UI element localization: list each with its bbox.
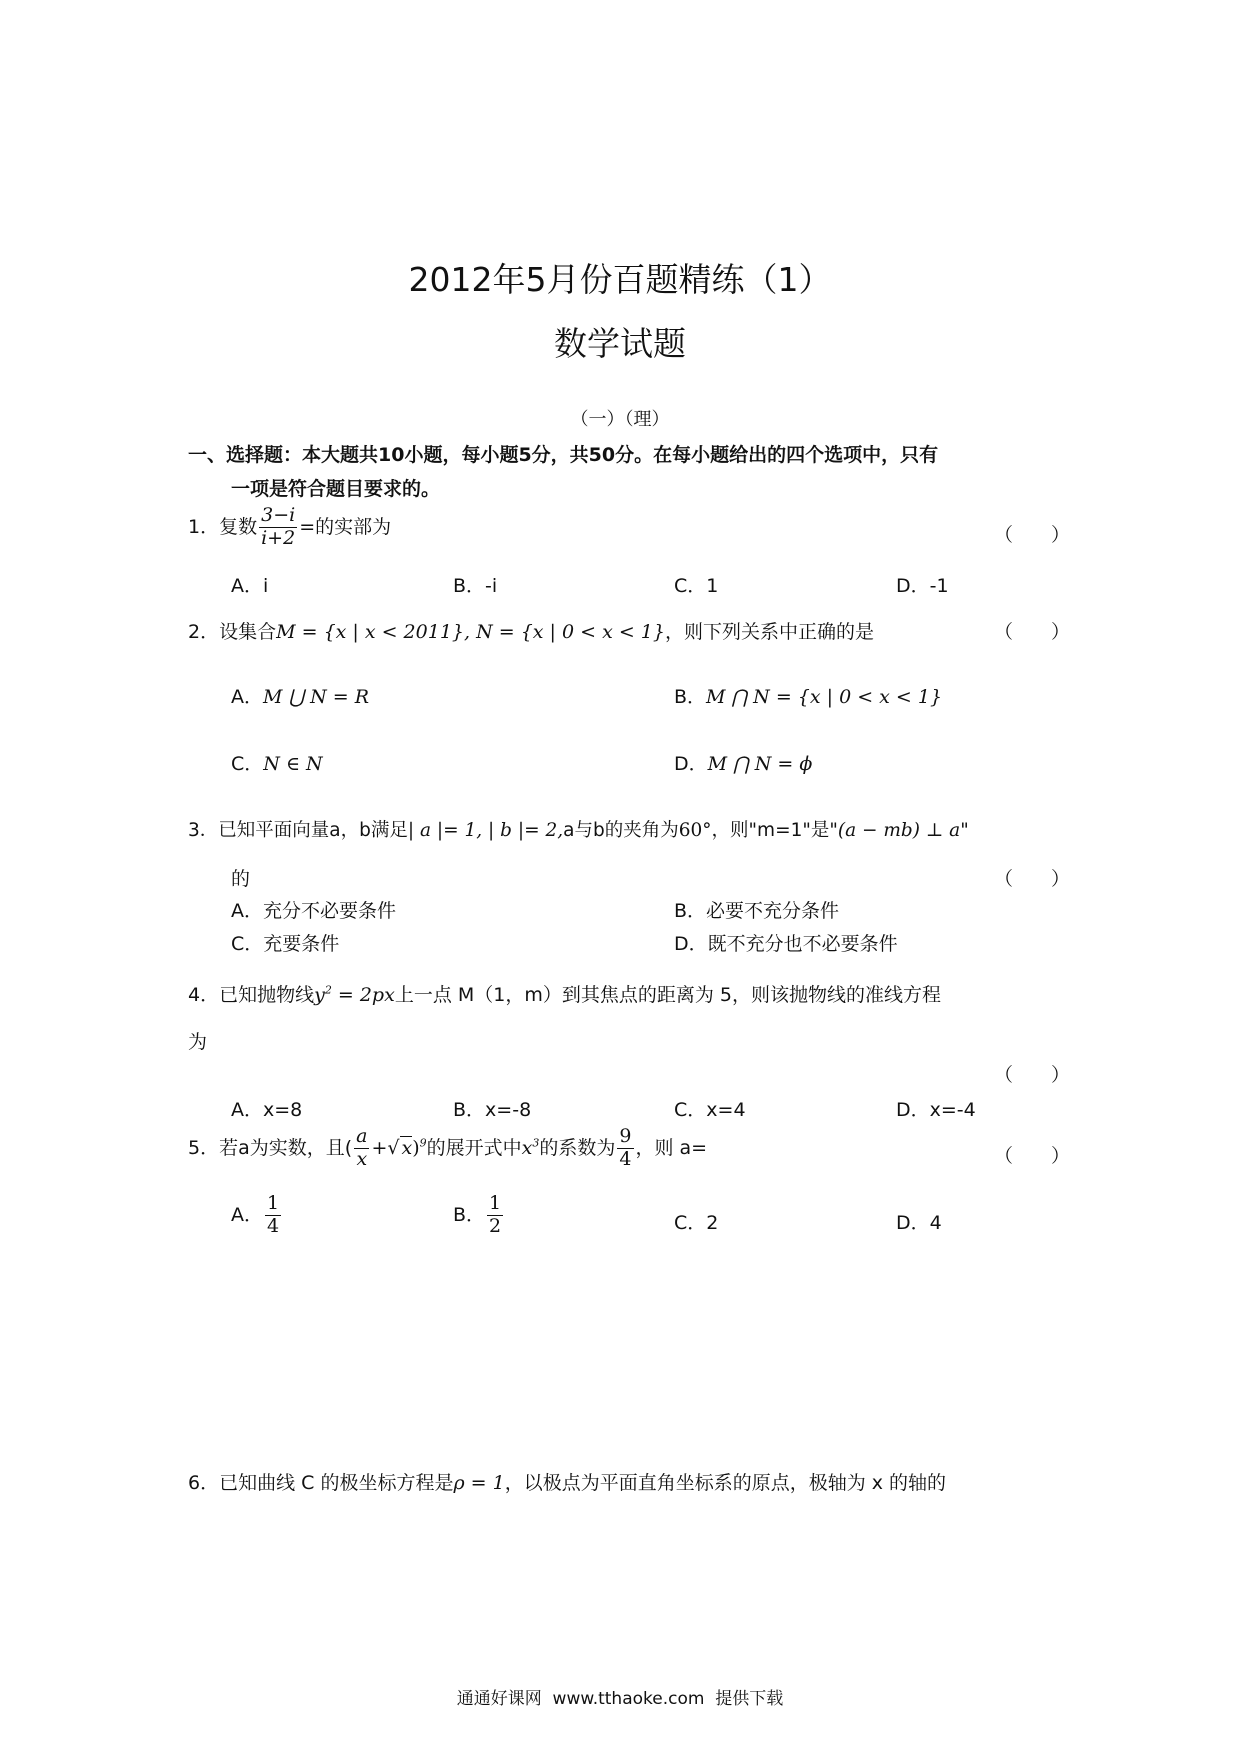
option-label: B．	[453, 575, 486, 597]
denominator: 4	[267, 1214, 280, 1237]
question-text: a与b的夹角为	[563, 820, 679, 841]
denominator: 2	[489, 1214, 502, 1237]
fraction	[265, 1193, 281, 1238]
fraction	[259, 505, 297, 550]
fraction	[617, 1126, 633, 1171]
option-text: x=-8	[485, 1099, 532, 1121]
option-text: 充分不必要条件	[263, 900, 397, 922]
question-text: 上一点 M（1，m）到其焦点的距离为 5，则该抛物线的准线方程	[394, 984, 941, 1006]
question-number: 2．	[188, 621, 220, 643]
option-a[interactable]	[231, 571, 268, 598]
option-label: C．	[674, 1212, 707, 1234]
fraction	[354, 1126, 369, 1171]
option-label: D．	[896, 1212, 930, 1234]
option-text: x=4	[706, 1099, 746, 1121]
option-text: N ∈ N	[263, 753, 323, 775]
option-d[interactable]	[896, 571, 949, 598]
question-text: 已知平面向量a，b满足	[218, 820, 408, 841]
option-text: 必要不充分条件	[706, 900, 840, 922]
option-label: D．	[674, 753, 708, 775]
math-expression: = 2px	[331, 984, 395, 1006]
superscript: 9	[419, 1136, 427, 1150]
option-label: C．	[231, 753, 264, 775]
option-text: 既不充分也不必要条件	[707, 933, 898, 955]
option-b[interactable]	[453, 1095, 531, 1122]
option-text: 4	[929, 1212, 942, 1234]
question-text: 复数	[219, 515, 258, 538]
option-label: D．	[896, 575, 930, 597]
option-label: A．	[231, 1203, 263, 1226]
math-expression: | a |= 1, | b |= 2,	[407, 820, 564, 841]
section-heading-cont: 一项是符合题目要求的。	[231, 478, 441, 500]
option-label: B．	[674, 900, 707, 922]
option-d[interactable]	[674, 929, 898, 956]
question-text: 设集合	[219, 621, 277, 643]
option-c[interactable]	[231, 929, 339, 956]
question-text: 已知抛物线	[219, 984, 315, 1006]
option-label: B．	[674, 686, 707, 708]
footer-watermark: 通通好课网 www.tthaoke.com 提供下载	[456, 1689, 784, 1709]
question-3	[188, 816, 969, 842]
math-expression: x	[521, 1136, 533, 1159]
option-b[interactable]	[453, 571, 497, 598]
math-expression: +√	[371, 1136, 400, 1159]
math-expression: M = {x | x < 2011}, N = {x | 0 < x < 1}	[276, 621, 665, 643]
fraction	[487, 1193, 503, 1238]
option-a[interactable]	[231, 896, 396, 923]
numerator: 3−i	[261, 504, 296, 526]
page-title: 2012年5月份百题精练（1）	[408, 260, 832, 299]
option-label: D．	[896, 1099, 930, 1121]
denominator: i+2	[261, 526, 296, 549]
question-number: 4．	[188, 984, 220, 1006]
option-a[interactable]	[231, 1193, 283, 1238]
option-d[interactable]	[896, 1095, 976, 1122]
section-heading: 一、选择题：本大题共10小题，每小题5分，共50分。在每小题给出的四个选项中，只有	[188, 444, 939, 466]
option-c[interactable]	[231, 749, 323, 776]
option-label: B．	[453, 1099, 486, 1121]
answer-blank[interactable]: （ ）	[994, 1064, 1071, 1086]
superscript: 3	[532, 1136, 540, 1150]
question-text: ，以极点为平面直角坐标系的原点，极轴为 x 的轴的	[504, 1472, 947, 1494]
option-label: C．	[231, 933, 264, 955]
option-text: -1	[929, 575, 949, 597]
math-expression: (a − mb) ⊥ a	[837, 820, 961, 841]
numerator: a	[356, 1125, 368, 1147]
option-c[interactable]	[674, 571, 718, 598]
answer-blank[interactable]: （ ）	[994, 524, 1071, 546]
answer-blank[interactable]: （ ）	[994, 1145, 1071, 1167]
option-text: x=-4	[929, 1099, 976, 1121]
option-label: C．	[674, 1099, 707, 1121]
option-a[interactable]	[231, 682, 369, 709]
answer-blank[interactable]: （ ）	[994, 621, 1071, 643]
question-text: ，则 a=	[635, 1136, 708, 1159]
option-a[interactable]	[231, 1095, 302, 1122]
question-text: "	[960, 820, 969, 841]
option-b[interactable]	[453, 1193, 505, 1238]
question-text: 的展开式中	[426, 1136, 522, 1159]
option-text: M ⋂ N = {x | 0 < x < 1}	[706, 686, 943, 708]
option-text: x=8	[263, 1099, 303, 1121]
math-expression: 60°	[678, 820, 712, 841]
option-text: 充要条件	[263, 933, 340, 955]
question-number: 1．	[188, 515, 220, 538]
page-subtitle: 数学试题	[554, 324, 686, 363]
question-text: =的实部为	[299, 515, 392, 538]
option-c[interactable]	[674, 1095, 746, 1122]
question-number: 5．	[188, 1136, 220, 1159]
option-text: -i	[485, 575, 498, 597]
numerator: 9	[619, 1125, 632, 1147]
option-label: C．	[674, 575, 707, 597]
question-text: 的系数为	[539, 1136, 616, 1159]
question-text: 若a为实数，且(	[219, 1136, 353, 1159]
option-label: A．	[231, 686, 263, 708]
option-c[interactable]	[674, 1208, 718, 1235]
math-expression: y	[314, 984, 325, 1006]
option-text: i	[263, 575, 269, 597]
math-expression: x	[401, 1136, 413, 1159]
numerator: 1	[489, 1192, 502, 1214]
option-text: M ⋃ N = R	[263, 686, 370, 708]
option-b[interactable]	[674, 896, 839, 923]
option-label: A．	[231, 1099, 263, 1121]
option-text: M ⋂ N = ϕ	[707, 753, 813, 775]
option-d[interactable]	[896, 1208, 942, 1235]
question-3-cont: 的	[231, 868, 251, 890]
denominator: x	[356, 1147, 368, 1170]
question-2	[188, 617, 874, 644]
option-text: 2	[706, 1212, 719, 1234]
question-number: 6．	[188, 1472, 220, 1494]
numerator: 1	[267, 1192, 280, 1214]
question-1	[188, 505, 391, 550]
option-label: A．	[231, 575, 263, 597]
option-b[interactable]	[674, 682, 942, 709]
option-d[interactable]	[674, 749, 812, 776]
question-text: 已知曲线 C 的极坐标方程是	[219, 1472, 454, 1494]
question-number: 3．	[188, 820, 219, 841]
question-5: 5．若a为实数，且( $\frac{a}{x}$ +√ x)$^9$的展开式中$x^3$的系数为 $\frac{9}{4}$ ，则 a=	[188, 1125, 708, 1170]
question-4-cont: 为	[188, 1031, 208, 1053]
question-4	[188, 980, 941, 1007]
answer-blank[interactable]: （ ）	[994, 868, 1071, 890]
question-text: ，则"m=1"是"	[711, 820, 838, 841]
superscript: 2	[324, 983, 332, 997]
option-text: 1	[706, 575, 719, 597]
option-label: D．	[674, 933, 708, 955]
option-label: A．	[231, 900, 263, 922]
math-expression: ρ = 1	[453, 1472, 505, 1494]
part-label: （一）（理）	[570, 409, 670, 430]
option-label: B．	[453, 1203, 486, 1226]
question-6	[188, 1468, 946, 1495]
question-text: ，则下列关系中正确的是	[664, 621, 874, 643]
denominator: 4	[619, 1147, 632, 1170]
